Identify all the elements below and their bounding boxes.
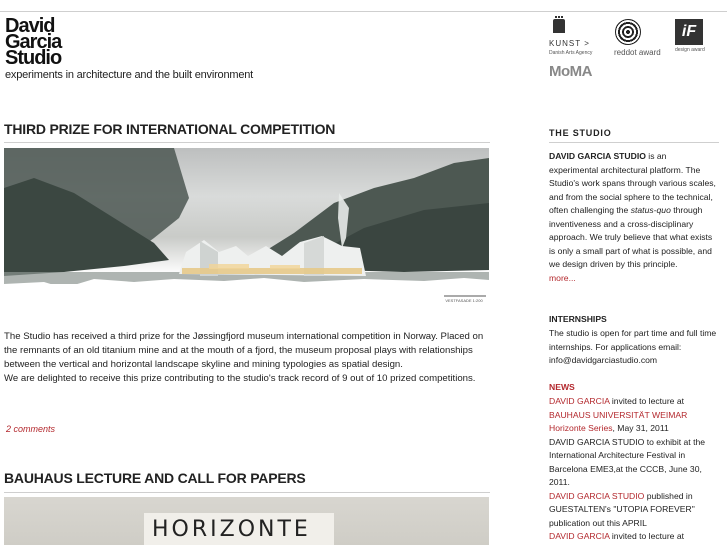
post-body-third-prize — [4, 330, 486, 386]
logo-line-david: David — [5, 15, 55, 37]
logo-line-garcia: Garcia — [5, 31, 62, 53]
kunst-subtitle: Danish Arts Agency — [549, 50, 593, 56]
studio-text-1: is an experimental architectural platform. The Studio's work spans through various scales, and from the social sphere to the technical, often challenging the — [549, 151, 716, 215]
horizonte-sign-text: HORIZONTE — [152, 517, 311, 542]
news-text: published in GUESTALTEN's "UTOPIA FOREVER" publication out this APRIL — [549, 490, 695, 528]
image-caption: VESTFASADE 1:200 — [445, 298, 483, 303]
news-date: , May 31, 2011 — [612, 423, 669, 433]
news-list — [549, 395, 717, 544]
news-link-bauhaus[interactable]: BAUHAUS UNIVERSITÄT WEIMAR Horizonte Series — [549, 409, 688, 433]
studio-description — [549, 150, 717, 285]
post-title-divider — [4, 142, 490, 143]
horizonte-sign — [144, 513, 334, 545]
post-title-bauhaus[interactable]: BAUHAUS LECTURE AND CALL FOR PAPERS — [4, 470, 306, 486]
news-text: invited to lecture at — [609, 531, 685, 541]
comments-link[interactable]: 2 comments — [6, 424, 56, 434]
fjord-museum-render — [4, 148, 489, 310]
if-design-icon[interactable]: iF — [675, 19, 703, 45]
reddot-icon[interactable] — [615, 19, 641, 45]
news-link[interactable]: DAVID GARCIA STUDIO — [549, 490, 645, 501]
crown-icon — [553, 19, 565, 33]
news-item — [549, 530, 717, 544]
award-badges — [549, 17, 727, 85]
post-title-third-prize[interactable]: THIRD PRIZE FOR INTERNATIONAL COMPETITION — [4, 121, 336, 137]
internships-text: The studio is open for part time and full time internships. For applications email: info@davidgarciastudio.com — [549, 328, 717, 365]
kunst-logo[interactable]: KUNST > — [549, 39, 590, 48]
post-image-fjord-museum[interactable] — [4, 148, 489, 310]
site-tagline: experiments in architecture and the built environment — [5, 69, 254, 81]
logo-line-studio: Studio — [5, 47, 62, 69]
sidebar-heading-news: NEWS — [549, 382, 575, 392]
sidebar-heading-internships: INTERNSHIPS — [549, 314, 607, 324]
sidebar-divider — [549, 142, 719, 143]
news-link[interactable]: DAVID GARCIA — [549, 531, 610, 541]
site-logo[interactable] — [5, 15, 254, 82]
news-item — [549, 490, 717, 531]
post-paragraph-1: The Studio has received a third prize for the Jøssingfjord museum international competition in Norway. Placed on the remnants of an old titanium mine and at the mouth of a fjord, the museum proposal plays with relationships between the vertical and horizontal landscape skyline and mining typologies as spatial design. — [4, 331, 484, 370]
if-design-label: design award — [675, 47, 705, 53]
news-link[interactable]: DAVID GARCIA — [549, 396, 610, 406]
post-paragraph-2: We are delighted to receive this prize contributing to the studio's track record of 9 out of 10 prized competitions. — [4, 373, 476, 384]
top-divider — [0, 11, 727, 12]
moma-logo[interactable]: MoMA — [549, 63, 592, 80]
reddot-label: reddot award — [614, 48, 661, 57]
studio-name: DAVID GARCIA STUDIO — [549, 151, 646, 161]
news-text: invited to lecture at — [609, 396, 685, 406]
post-image-horizonte[interactable] — [4, 497, 489, 545]
studio-more-link[interactable]: more... — [549, 272, 576, 283]
news-item: DAVID GARCIA STUDIO to exhibit at the International Architecture Festival in Barcelona EME3,at the CCCB, June 30, 2011. — [549, 436, 706, 487]
sidebar-heading-studio: THE STUDIO — [549, 128, 612, 138]
studio-text-2: through inventiveness and a cross-disciplinary approach. We truly believe that what exists is only a small part of what is possible, and we design driven by this principle. — [549, 205, 713, 269]
post-title-divider — [4, 492, 490, 493]
studio-status-quo: status-quo — [630, 205, 671, 215]
news-item — [549, 395, 717, 436]
